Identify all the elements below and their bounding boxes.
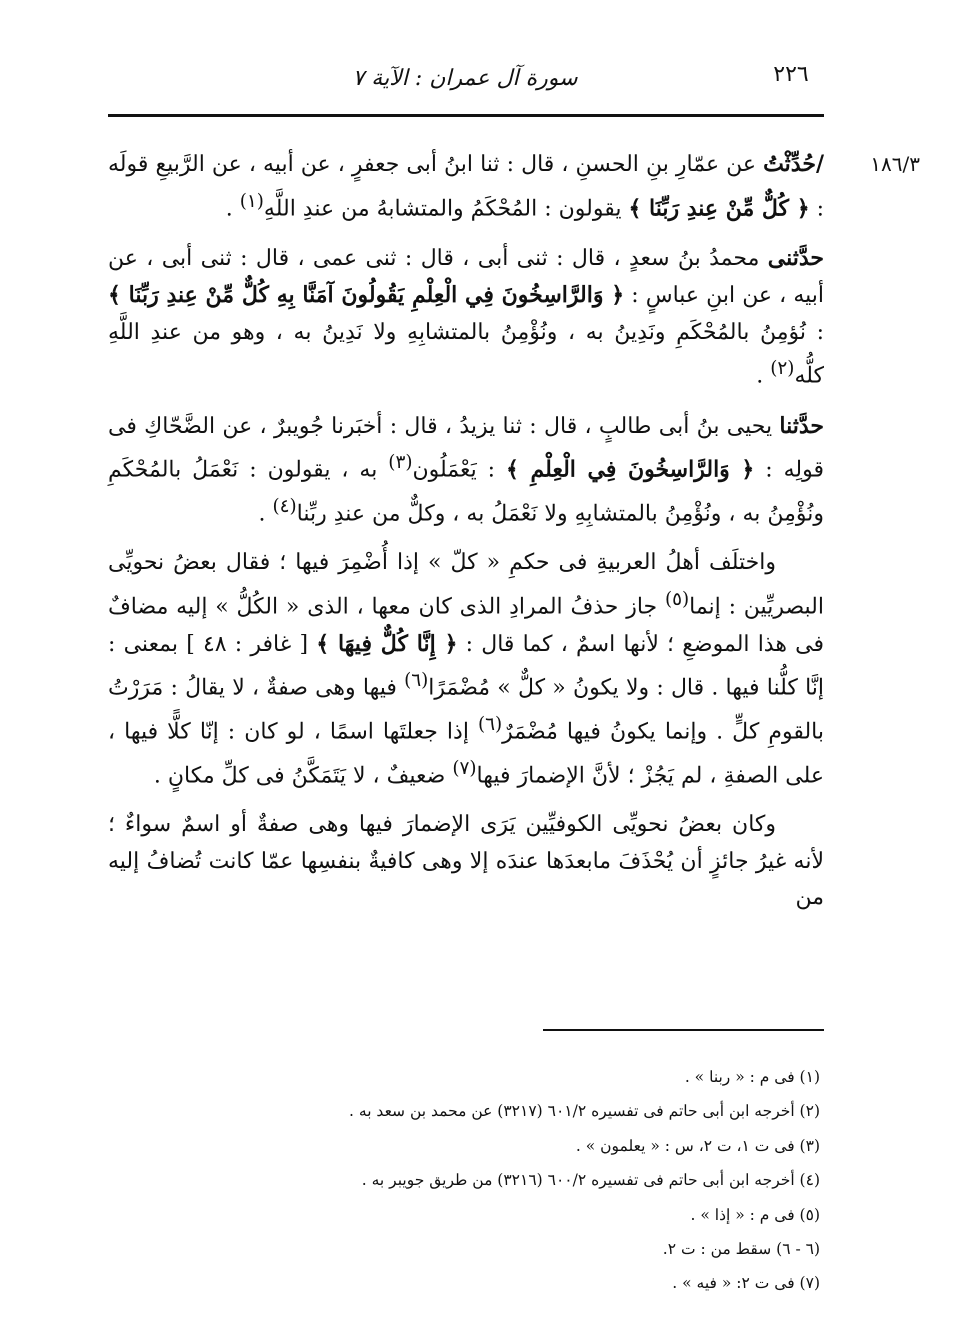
footnote-rule: [543, 1029, 824, 1031]
text-segment: يحيى بنُ أبى طالبٍ ، قال : ثنا يزيدُ ، قال : أخبَرنا جُويبرٌ ، عن الضَّحّاكِ فى قولِه :: [108, 413, 824, 483]
text-segment: إذا جعلتَها اسمًا ، لو كان : إنّا كلًّا فيها ، على الصفةِ ، لم يَجُزْ ؛ لأنَّ الإضمارَ فيها: [108, 719, 824, 789]
footnote: (٢) أخرجه ابن أبى حاتم فى تفسيره ٦٠١/٢ (٣٢١٧) عن محمد بن سعد به .: [349, 1102, 820, 1121]
text-segment: يقولون : المُحْكَمُ والمتشابهُ من عندِ اللَّهِ: [263, 195, 629, 221]
footnote-marker[interactable]: (٥): [664, 588, 690, 610]
footnote-marker[interactable]: (٧): [452, 757, 477, 779]
text-segment: : يَعْمَلُون: [412, 457, 507, 483]
body-text: [108, 146, 824, 929]
footnote-marker[interactable]: (٣): [388, 452, 413, 474]
footnote: (٤) أخرجه ابن أبى حاتم فى تفسيره ٦٠٠/٢ (٣٢١٦) من طريق جويبر به .: [361, 1171, 820, 1190]
narration-lead: حدَّثنى: [767, 244, 824, 271]
footnote: (٣) فى ت ١، ت ٢، س : « يعلمون » .: [575, 1136, 820, 1155]
margin-reference: ١٨٦/٣: [870, 152, 920, 176]
text-segment: به ، يقولون : نَعْمَلُ بالمُحْكَمِ ونُؤْمِنُ به ، ونُؤْمِنُ بالمتشابِهِ ولا نَعْمَلُ به ، وكلٌّ من عندِ ربِّنا: [108, 457, 824, 527]
paragraph-4: [108, 545, 824, 794]
text-segment: محمدُ بنُ سعدٍ ، قال : ثنى أبى ، قال : ثنى عمى ، قال : ثنى أبى ، عن أبيه ، عن ابنِ عباسٍ :: [108, 245, 824, 309]
quran-verse: ﴿ إِنَّا كُلٌّ فِيهَا ﴾: [316, 630, 458, 657]
paragraph-5: [108, 807, 824, 917]
header-rule: [108, 114, 824, 117]
footnote-marker[interactable]: (٦): [404, 670, 429, 692]
paragraph-2: [108, 240, 824, 395]
footnote: (٧) فى ت ٢: « فيه » .: [672, 1274, 820, 1293]
text-segment: جاز حذفُ المرادِ الذى كان معها ، الذى « الكُلُّ » إليه مضافٌ فى هذا الموضعِ ؛ لأنها اسمٌ ، كما قال :: [108, 594, 824, 657]
text-segment: .: [756, 363, 771, 389]
footnotes: [108, 1060, 824, 1301]
footnote: (١) فى م : « ربنا » .: [684, 1068, 820, 1086]
quran-verse: ﴿ كُلٌّ مِّنْ عِندِ رَبِّنَا ﴾: [628, 194, 810, 221]
page-number: ٢٢٦: [773, 62, 809, 87]
paragraph-1: [108, 146, 824, 227]
narration-lead: حدَّثنا: [779, 412, 824, 439]
footnote-marker[interactable]: (٤): [272, 495, 297, 517]
text-segment: .: [225, 195, 240, 221]
footnote-marker[interactable]: (٦): [478, 713, 503, 735]
quran-verse: ﴿ وَالرَّاسِخُونَ فِي الْعِلْمِ يَقُولُونَ آمَنَّا بِهِ كُلٌّ مِّنْ عِندِ رَبِّنَا ﴾: [108, 282, 625, 309]
quran-verse: ﴿ وَالرَّاسِخُونَ فِي الْعِلْمِ ﴾: [506, 456, 755, 483]
footnote-marker[interactable]: (٢): [770, 358, 795, 380]
text-segment: واختلَف أهلُ العربيةِ فى حكمِ « كلّ » إذا أُضْمِرَ فيها ؛ فقال بعضُ نحويِّى البصريِّين : إنما: [108, 550, 824, 620]
footnote: (٦ - ٦) سقط من : ت ٢.: [662, 1240, 820, 1259]
text-segment: فيها وهى صفةٌ ، لا يقالُ : مَرَرْتُ بالقومِ كلٍّ . وإنما يكونُ فيها مُضْمَرٌ: [108, 675, 824, 745]
text-segment: [ غافر : ٤٨ ] بمعنى : إنَّا كلُّنا فيها . قال : ولا يكونُ « كلٌّ » مُضْمَرًا: [108, 631, 825, 701]
text-segment: ضعيفٌ ، لا يَتَمَكَّنُ فى كلِّ مكانٍ .: [153, 763, 453, 789]
text-segment: .: [258, 501, 273, 527]
text-segment: عن عمّارِ بنِ الحسنِ ، قال : ثنا ابنُ أبى جعفرٍ ، عن أبيه ، عن الرَّبيعِ قولَه :: [108, 152, 824, 221]
text-segment: وكان بعضُ نحويِّى الكوفيِّين يَرَى الإضمارَ فيها وهى صفةٌ أو اسمٌ سواءٌ ؛ لأنه غيرُ جائزٍ أن يُحْذَفَ مابعدَها عندَه إلا وهى كافيةٌ بنفسِها عمّا كانت تُضافُ إليه من: [108, 812, 824, 911]
footnote: (٥) فى م : « إذا » .: [690, 1205, 820, 1224]
text-segment: : نُؤمِنُ بالمُحْكَمِ ونَدِينُ به ، ونُؤْمِنُ بالمتشابِهِ ولا نَدِينُ به ، وهو من عندِ اللَّهِ كلُّه: [108, 319, 824, 389]
footnote-marker[interactable]: (١): [239, 190, 264, 212]
running-title: سورة آل عمران : الآية ٧: [352, 66, 578, 91]
paragraph-3: [108, 408, 824, 533]
narration-lead: /حُدِّثْتُ: [763, 151, 824, 177]
